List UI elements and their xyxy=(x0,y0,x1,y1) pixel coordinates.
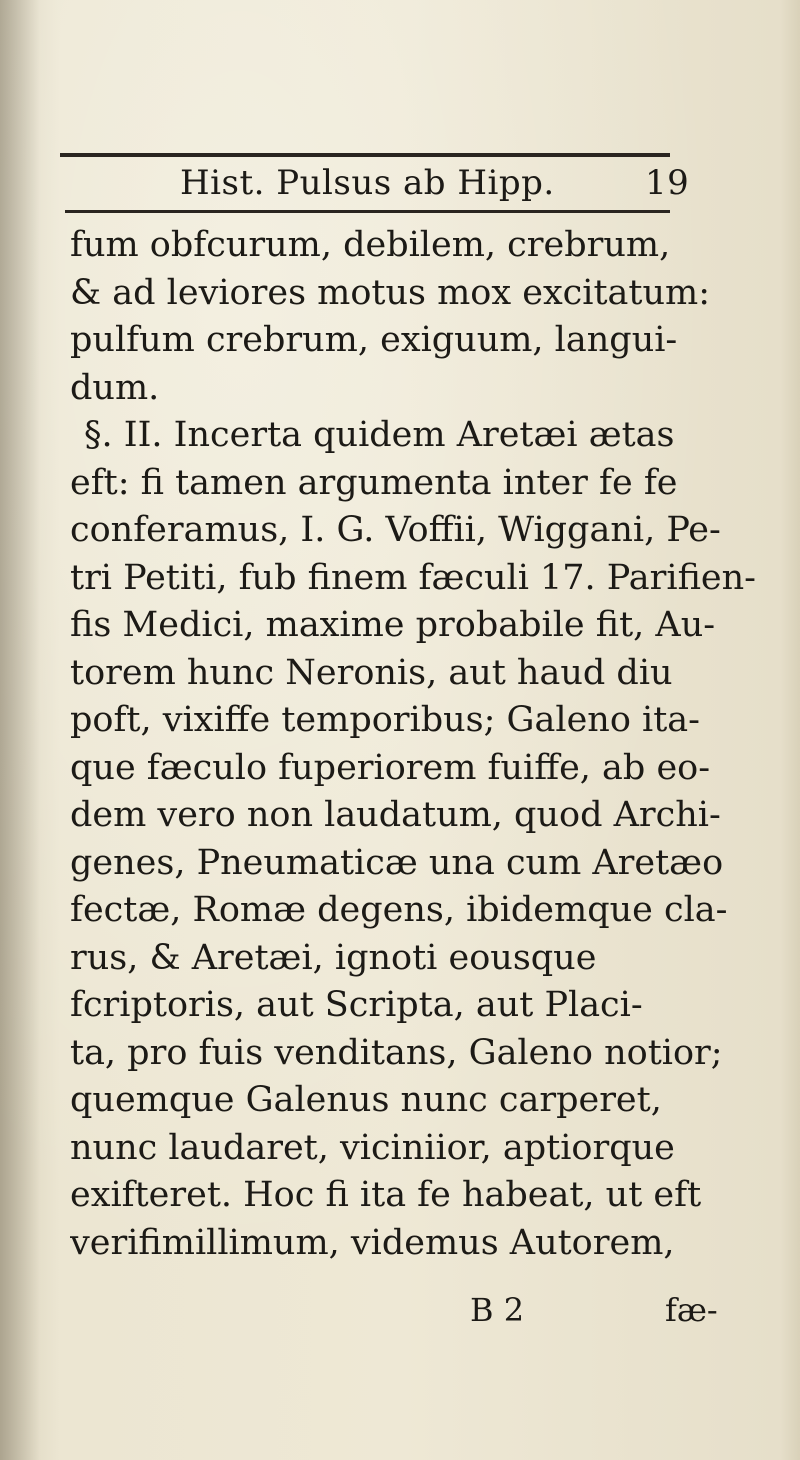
catchword: fæ- xyxy=(665,1291,718,1329)
text-line: genes, Pneumaticæ una cum Aretæo xyxy=(70,842,724,883)
text-line: poft, vixiffe temporibus; Galeno ita- xyxy=(70,700,700,740)
text-line: verifimillimum, videmus Autorem, xyxy=(70,1222,675,1263)
running-head xyxy=(180,160,690,206)
text-line: eft: fi tamen argumenta inter fe fe xyxy=(70,462,678,503)
text-line: quemque Galenus nunc carperet, xyxy=(70,1080,662,1120)
text-line: fcriptoris, aut Scripta, aut Placi- xyxy=(70,985,643,1025)
text-line: fum obfcurum, debilem, crebrum, xyxy=(70,225,671,265)
header-rule-top xyxy=(60,153,670,157)
text-line: conferamus, I. G. Voffii, Wiggani, Pe- xyxy=(70,510,721,550)
text-line: nunc laudaret, viciniior, aptiorque xyxy=(70,1127,675,1168)
signature-mark: B 2 xyxy=(470,1291,525,1329)
running-head-title: Hist. Pulsus ab Hipp. xyxy=(180,163,555,203)
text-line: tri Petiti, fub finem fæculi 17. Parifien- xyxy=(70,557,757,598)
body-text xyxy=(70,222,760,1267)
text-line: dum. xyxy=(70,367,160,408)
binding-shadow xyxy=(0,0,40,1460)
text-line: dem vero non laudatum, quod Archi- xyxy=(70,795,721,835)
page-number: 19 xyxy=(645,163,690,203)
text-line: torem hunc Neronis, aut haud diu xyxy=(70,652,673,693)
text-line: que fæculo fuperiorem fuiffe, ab eo- xyxy=(70,747,711,788)
text-line: pulfum crebrum, exiguum, langui- xyxy=(70,320,678,360)
text-line: fis Medici, maxime probabile fit, Au- xyxy=(70,605,716,645)
text-line: fectæ, Romæ degens, ibidemque cla- xyxy=(70,890,728,930)
text-line: ta, pro fuis venditans, Galeno notior; xyxy=(70,1032,723,1073)
text-line: exifteret. Hoc fi ita fe habeat, ut eft xyxy=(70,1175,702,1215)
section-heading-line: §. II. Incerta quidem Aretæi ætas xyxy=(84,415,675,455)
header-rule-bottom xyxy=(65,210,670,213)
text-line: & ad leviores motus mox excitatum: xyxy=(70,272,710,313)
text-line: rus, & Aretæi, ignoti eousque xyxy=(70,937,597,978)
